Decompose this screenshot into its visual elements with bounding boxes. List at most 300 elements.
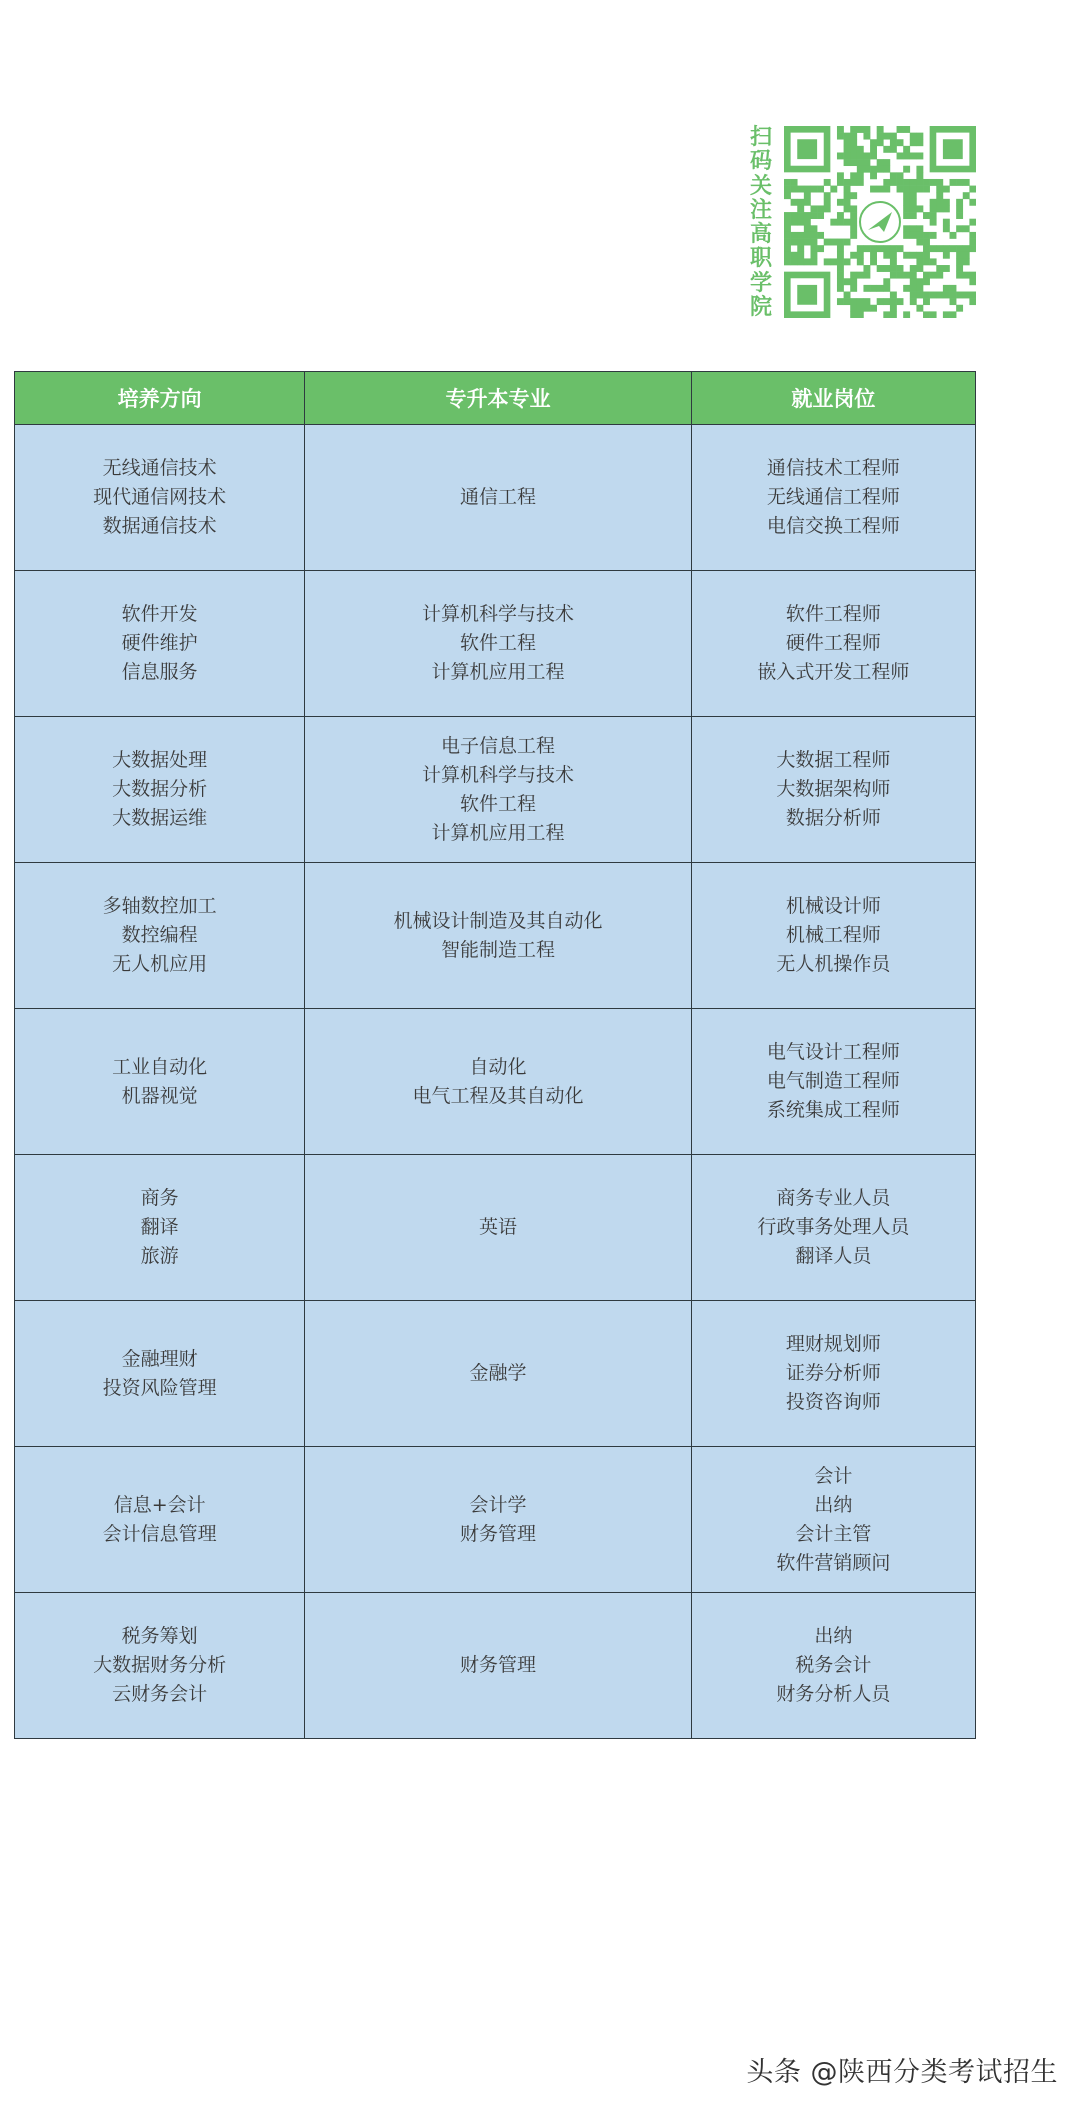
cell-line: 计算机科学与技术 xyxy=(421,603,574,625)
qr-module xyxy=(784,258,791,265)
qr-module xyxy=(910,192,917,199)
qr-module xyxy=(936,199,943,206)
qr-module xyxy=(784,212,791,219)
qr-module xyxy=(903,146,910,153)
cell-line: 大数据运维 xyxy=(112,807,208,829)
qr-module xyxy=(883,252,890,259)
qr-module xyxy=(844,298,851,305)
cell-line: 证券分析师 xyxy=(785,1362,881,1384)
table-row xyxy=(15,863,976,1009)
qr-module xyxy=(877,285,884,292)
qr-module xyxy=(877,298,884,305)
qr-module xyxy=(897,272,904,279)
qr-module xyxy=(910,133,917,140)
direction-cell xyxy=(15,1009,305,1155)
header-direction: 培养方向 xyxy=(15,372,305,425)
qr-module xyxy=(890,272,897,279)
qr-module xyxy=(963,192,970,199)
qr-module xyxy=(923,252,930,259)
major-cell xyxy=(305,1009,691,1155)
qr-module xyxy=(850,205,857,212)
qr-module xyxy=(837,298,844,305)
major-cell xyxy=(305,863,691,1009)
jobs-cell xyxy=(691,1447,975,1593)
qr-module xyxy=(797,219,804,226)
qr-module xyxy=(923,232,930,239)
qr-module xyxy=(837,272,844,279)
qr-module xyxy=(804,258,811,265)
jobs-cell xyxy=(691,571,975,717)
cell-line: 财务管理 xyxy=(459,1654,536,1676)
qr-module xyxy=(943,199,950,206)
qr-module xyxy=(850,305,857,312)
qr-module xyxy=(837,252,844,259)
qr-module xyxy=(857,152,864,159)
cell-line: 投资风险管理 xyxy=(102,1376,217,1399)
qr-module xyxy=(870,258,877,265)
qr-module xyxy=(903,179,910,186)
qr-module xyxy=(784,252,791,259)
header-jobs: 就业岗位 xyxy=(691,372,975,425)
major-cell xyxy=(305,1593,691,1739)
qr-module xyxy=(810,258,817,265)
qr-module xyxy=(804,225,811,232)
qr-module xyxy=(916,166,923,173)
qr-module xyxy=(943,252,950,259)
qr-caption-char: 职 xyxy=(749,246,772,272)
qr-module xyxy=(817,186,824,193)
cell-line: 智能制造工程 xyxy=(440,938,555,961)
qr-module xyxy=(923,278,930,285)
qr-module xyxy=(857,252,864,259)
cell-line: 电气设计工程师 xyxy=(766,1041,900,1063)
qr-module xyxy=(890,139,897,146)
qr-module xyxy=(936,179,943,186)
qr-module xyxy=(916,278,923,285)
cell-line: 商务专业人员 xyxy=(776,1187,891,1209)
qr-module xyxy=(903,186,910,193)
qr-module xyxy=(969,292,976,299)
qr-module xyxy=(870,146,877,153)
qr-module xyxy=(791,186,798,193)
cell-line: 电气工程及其自动化 xyxy=(412,1084,584,1107)
cell-line: 金融学 xyxy=(469,1362,527,1384)
qr-module xyxy=(923,311,930,318)
qr-module xyxy=(824,205,831,212)
qr-module xyxy=(903,311,910,318)
direction-cell xyxy=(15,717,305,863)
qr-module xyxy=(784,186,791,193)
qr-module xyxy=(830,186,837,193)
qr-module xyxy=(910,205,917,212)
qr-module xyxy=(930,232,937,239)
qr-module xyxy=(890,172,897,179)
cell-line: 英语 xyxy=(478,1216,517,1238)
qr-module xyxy=(850,126,857,133)
qr-module xyxy=(916,133,923,140)
qr-module xyxy=(850,133,857,140)
qr-module xyxy=(950,285,957,292)
qr-module xyxy=(797,205,804,212)
qr-module xyxy=(850,159,857,166)
qr-module xyxy=(903,126,910,133)
qr-module xyxy=(910,225,917,232)
qr-module xyxy=(857,298,864,305)
qr-module xyxy=(837,199,844,206)
cell-line: 大数据工程师 xyxy=(776,749,891,771)
qr-module xyxy=(830,239,837,246)
cell-line: 出纳 xyxy=(814,1625,853,1647)
qr-module xyxy=(877,139,884,146)
qr-module xyxy=(870,166,877,173)
qr-module xyxy=(804,199,811,206)
qr-module xyxy=(804,232,811,239)
cell-line: 数据通信技术 xyxy=(102,515,217,537)
qr-module xyxy=(810,239,817,246)
qr-module xyxy=(923,292,930,299)
cell-line: 计算机应用工程 xyxy=(431,661,565,683)
cell-line: 无人机操作员 xyxy=(776,953,891,975)
qr-module xyxy=(857,272,864,279)
cell-line: 行政事务处理人员 xyxy=(757,1216,910,1238)
qr-module xyxy=(910,179,917,186)
jobs-cell xyxy=(691,425,975,571)
qr-module xyxy=(791,199,798,206)
table-row xyxy=(15,1447,976,1593)
table-row xyxy=(15,1301,976,1447)
qr-module xyxy=(883,186,890,193)
qr-module xyxy=(897,265,904,272)
qr-module xyxy=(956,199,963,206)
qr-module xyxy=(830,219,837,226)
qr-module xyxy=(837,219,844,226)
cell-line: 计算机科学与技术 xyxy=(421,763,574,786)
qr-module xyxy=(824,199,831,206)
qr-module xyxy=(863,265,870,272)
qr-module xyxy=(804,192,811,199)
qr-module xyxy=(877,265,884,272)
cell-line: 系统集成工程师 xyxy=(766,1099,900,1121)
qr-module xyxy=(844,159,851,166)
cell-line: 电信交换工程师 xyxy=(766,515,900,537)
qr-module xyxy=(936,186,943,193)
qr-module xyxy=(850,272,857,279)
qr-module xyxy=(910,152,917,159)
qr-module xyxy=(943,205,950,212)
qr-module xyxy=(969,186,976,193)
qr-module xyxy=(936,265,943,272)
qr-module xyxy=(916,172,923,179)
qr-module xyxy=(883,278,890,285)
qr-module xyxy=(877,159,884,166)
qr-module xyxy=(797,239,804,246)
qr-finder-inner xyxy=(943,139,963,159)
qr-module xyxy=(797,258,804,265)
cell-line: 商务 xyxy=(140,1187,179,1209)
qr-module xyxy=(923,186,930,193)
qr-module xyxy=(956,245,963,252)
cell-line: 软件工程 xyxy=(459,632,536,654)
qr-finder-inner xyxy=(797,285,817,305)
qr-module xyxy=(956,292,963,299)
qr-module xyxy=(883,265,890,272)
qr-module xyxy=(784,225,791,232)
qr-module xyxy=(870,152,877,159)
qr-module xyxy=(897,126,904,133)
qr-module xyxy=(791,232,798,239)
direction-cell xyxy=(15,1155,305,1301)
qr-module xyxy=(883,298,890,305)
qr-module xyxy=(797,199,804,206)
qr-module xyxy=(844,258,851,265)
cell-line: 翻译 xyxy=(140,1216,179,1238)
qr-module xyxy=(916,265,923,272)
qr-module xyxy=(903,272,910,279)
watermark: 头条 @陕西分类考试招生 xyxy=(746,2057,1058,2088)
cell-line: 投资咨询师 xyxy=(785,1391,881,1413)
qr-module xyxy=(857,179,864,186)
qr-module xyxy=(837,239,844,246)
qr-module xyxy=(850,278,857,285)
qr-module xyxy=(916,305,923,312)
qr-module xyxy=(883,245,890,252)
qr-module xyxy=(850,212,857,219)
qr-module xyxy=(930,245,937,252)
qr-module xyxy=(857,172,864,179)
direction-cell xyxy=(15,1447,305,1593)
qr-module xyxy=(837,212,844,219)
qr-caption xyxy=(748,126,774,320)
qr-module xyxy=(784,232,791,239)
qr-module xyxy=(883,179,890,186)
qr-module xyxy=(817,205,824,212)
qr-module xyxy=(956,305,963,312)
qr-module xyxy=(850,232,857,239)
qr-module xyxy=(784,179,791,186)
qr-module xyxy=(916,205,923,212)
qr-module xyxy=(883,166,890,173)
qr-module xyxy=(930,199,937,206)
qr-module xyxy=(810,186,817,193)
qr-module xyxy=(857,126,864,133)
cell-line: 会计信息管理 xyxy=(102,1522,217,1545)
qr-module xyxy=(870,285,877,292)
direction-cell xyxy=(15,1301,305,1447)
qr-module xyxy=(943,311,950,318)
cell-line: 软件开发 xyxy=(121,603,198,625)
qr-module xyxy=(863,285,870,292)
qr-module xyxy=(890,311,897,318)
qr-module xyxy=(943,225,950,232)
qr-module xyxy=(863,272,870,279)
cell-line: 无线通信工程师 xyxy=(766,486,900,508)
qr-module xyxy=(916,258,923,265)
qr-module xyxy=(870,139,877,146)
qr-module xyxy=(950,232,957,239)
jobs-cell xyxy=(691,863,975,1009)
qr-module xyxy=(956,205,963,212)
qr-module xyxy=(936,205,943,212)
qr-module xyxy=(817,245,824,252)
cell-line: 云财务会计 xyxy=(112,1683,208,1705)
qr-module xyxy=(857,245,864,252)
cell-line: 硬件维护 xyxy=(121,632,198,654)
qr-module xyxy=(963,272,970,279)
qr-module xyxy=(963,245,970,252)
qr-module xyxy=(923,239,930,246)
qr-module xyxy=(910,139,917,146)
qr-module xyxy=(844,133,851,140)
table-row xyxy=(15,571,976,717)
qr-module xyxy=(850,298,857,305)
qr-module xyxy=(883,159,890,166)
qr-module xyxy=(877,126,884,133)
jobs-cell xyxy=(691,1009,975,1155)
qr-module xyxy=(969,272,976,279)
qr-caption-char: 码 xyxy=(749,149,772,175)
qr-module xyxy=(910,278,917,285)
cell-line: 会计主管 xyxy=(795,1522,872,1545)
qr-module xyxy=(930,179,937,186)
qr-module xyxy=(824,192,831,199)
qr-module xyxy=(910,265,917,272)
qr-module xyxy=(844,192,851,199)
qr-module xyxy=(844,239,851,246)
cell-line: 软件营销顾问 xyxy=(776,1551,891,1574)
qr-module xyxy=(890,133,897,140)
majors-table xyxy=(14,371,976,1739)
qr-module xyxy=(916,239,923,246)
qr-module xyxy=(923,298,930,305)
qr-caption-char: 注 xyxy=(749,197,772,223)
cell-line: 大数据处理 xyxy=(112,749,208,771)
qr-module xyxy=(837,133,844,140)
qr-module xyxy=(923,258,930,265)
qr-code[interactable] xyxy=(784,126,976,318)
cell-line: 多轴数控加工 xyxy=(102,895,217,917)
qr-module xyxy=(804,219,811,226)
qr-module xyxy=(844,152,851,159)
qr-module xyxy=(950,311,957,318)
qr-module xyxy=(844,205,851,212)
cell-line: 软件工程 xyxy=(459,792,536,815)
qr-module xyxy=(850,219,857,226)
qr-module xyxy=(804,239,811,246)
cell-line: 大数据架构师 xyxy=(776,778,891,800)
table-row xyxy=(15,717,976,863)
cell-line: 通信工程 xyxy=(459,486,536,508)
qr-module xyxy=(916,292,923,299)
table-row xyxy=(15,1009,976,1155)
qr-module xyxy=(824,179,831,186)
qr-module xyxy=(883,311,890,318)
qr-module xyxy=(791,258,798,265)
table-row xyxy=(15,1155,976,1301)
qr-module xyxy=(930,205,937,212)
qr-module xyxy=(963,225,970,232)
qr-module xyxy=(857,311,864,318)
qr-module xyxy=(943,245,950,252)
qr-module xyxy=(930,311,937,318)
cell-line: 机械设计师 xyxy=(785,895,881,917)
qr-module xyxy=(817,232,824,239)
cell-line: 机器视觉 xyxy=(121,1084,198,1107)
qr-module xyxy=(850,172,857,179)
cell-line: 税务会计 xyxy=(795,1654,872,1676)
qr-module xyxy=(936,192,943,199)
qr-module xyxy=(897,298,904,305)
qr-module xyxy=(877,133,884,140)
qr-module xyxy=(863,152,870,159)
qr-module xyxy=(903,166,910,173)
qr-module xyxy=(784,192,791,199)
qr-module xyxy=(810,225,817,232)
qr-module xyxy=(890,146,897,153)
cell-line: 工业自动化 xyxy=(112,1055,208,1078)
qr-module xyxy=(930,212,937,219)
qr-module xyxy=(863,133,870,140)
qr-module xyxy=(890,305,897,312)
qr-module xyxy=(791,219,798,226)
cell-line: 数据分析师 xyxy=(785,807,881,829)
qr-module xyxy=(797,232,804,239)
jobs-cell xyxy=(691,1593,975,1739)
cell-line: 软件工程师 xyxy=(785,603,881,625)
qr-module xyxy=(804,186,811,193)
qr-module xyxy=(943,219,950,226)
qr-module xyxy=(916,139,923,146)
qr-module xyxy=(956,225,963,232)
qr-module xyxy=(850,252,857,259)
qr-finder-inner xyxy=(797,139,817,159)
qr-module xyxy=(870,305,877,312)
cell-line: 翻译人员 xyxy=(795,1245,872,1267)
major-cell xyxy=(305,1301,691,1447)
qr-module xyxy=(890,265,897,272)
cell-line: 会计学 xyxy=(469,1493,527,1516)
cell-line: 现代通信网技术 xyxy=(93,486,227,508)
qr-caption-char: 扫 xyxy=(749,125,772,150)
qr-caption-char: 学 xyxy=(749,270,772,296)
qr-module xyxy=(923,272,930,279)
qr-module xyxy=(817,212,824,219)
qr-module xyxy=(863,245,870,252)
qr-module xyxy=(969,245,976,252)
qr-module xyxy=(877,186,884,193)
qr-module xyxy=(850,146,857,153)
qr-module xyxy=(877,166,884,173)
qr-module xyxy=(969,278,976,285)
cell-line: 旅游 xyxy=(140,1245,179,1267)
qr-module xyxy=(870,172,877,179)
qr-module xyxy=(837,278,844,285)
qr-module xyxy=(857,305,864,312)
qr-module xyxy=(950,245,957,252)
qr-module xyxy=(910,272,917,279)
qr-module xyxy=(877,245,884,252)
qr-module xyxy=(870,252,877,259)
qr-module xyxy=(784,239,791,246)
qr-module xyxy=(810,212,817,219)
cell-line: 计算机应用工程 xyxy=(431,821,565,844)
cell-line: 自动化 xyxy=(469,1055,527,1078)
qr-module xyxy=(903,192,910,199)
cell-line: 金融理财 xyxy=(121,1347,198,1370)
qr-module xyxy=(830,258,837,265)
qr-module xyxy=(844,186,851,193)
cell-line: 数控编程 xyxy=(121,924,198,946)
cell-line: 电子信息工程 xyxy=(440,734,555,757)
